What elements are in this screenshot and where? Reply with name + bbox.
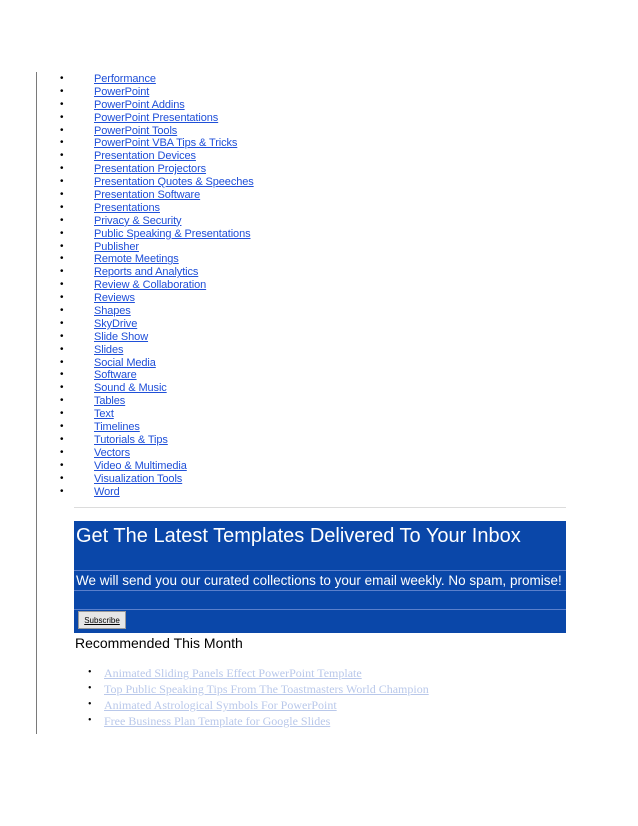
banner-rule	[74, 590, 566, 591]
newsletter-title: Get The Latest Templates Delivered To Your Inbox	[76, 525, 521, 547]
recommended-item	[104, 713, 429, 729]
category-list	[76, 73, 254, 498]
category-item	[76, 125, 254, 138]
category-item	[76, 73, 254, 86]
category-item	[76, 434, 254, 447]
category-link[interactable]: Video & Multimedia	[94, 459, 187, 472]
category-link[interactable]: PowerPoint Addins	[94, 98, 185, 111]
category-item	[76, 395, 254, 408]
category-item	[76, 99, 254, 112]
category-item	[76, 215, 254, 228]
category-link[interactable]: Tables	[94, 395, 126, 408]
category-link[interactable]: Presentation Projectors	[94, 163, 207, 176]
category-link[interactable]: Sound & Music	[94, 382, 167, 395]
category-link[interactable]: Presentations	[94, 201, 160, 214]
category-link[interactable]: Vectors	[94, 446, 130, 459]
left-margin-rule	[36, 72, 37, 734]
category-item	[76, 228, 254, 241]
category-link[interactable]: Slide Show	[94, 330, 149, 343]
category-item	[76, 460, 254, 473]
category-link[interactable]: PowerPoint Presentations	[94, 111, 219, 124]
category-item	[76, 357, 254, 370]
recommended-list	[104, 665, 429, 729]
category-link[interactable]: Software	[94, 369, 137, 382]
category-link[interactable]: PowerPoint VBA Tips & Tricks	[94, 137, 238, 150]
category-item	[76, 137, 254, 150]
category-item	[76, 150, 254, 163]
category-item	[76, 344, 254, 357]
category-link[interactable]: Review & Collaboration	[94, 279, 207, 292]
category-item	[76, 292, 254, 305]
recommended-item	[104, 681, 429, 697]
newsletter-description: We will send you our curated collections to your email weekly. No spam, promise!	[76, 573, 562, 588]
recommended-link[interactable]: Free Business Plan Template for Google Slides	[104, 714, 331, 728]
recommended-item	[104, 665, 429, 681]
category-link[interactable]: PowerPoint	[94, 85, 150, 98]
category-link[interactable]: Timelines	[94, 421, 140, 434]
category-link[interactable]: Public Speaking & Presentations	[94, 227, 251, 240]
category-item	[76, 189, 254, 202]
category-link[interactable]: Reports and Analytics	[94, 266, 199, 279]
section-divider	[74, 507, 566, 508]
category-link[interactable]: Slides	[94, 343, 124, 356]
category-link[interactable]: Publisher	[94, 240, 139, 253]
category-item	[76, 318, 254, 331]
category-link[interactable]: SkyDrive	[94, 317, 138, 330]
newsletter-banner	[74, 521, 566, 633]
recommended-link[interactable]: Animated Astrological Symbols For PowerPoint	[104, 698, 337, 712]
recommended-title: Recommended This Month	[75, 635, 243, 651]
category-link[interactable]: Reviews	[94, 292, 135, 305]
category-link[interactable]: PowerPoint Tools	[94, 124, 178, 137]
category-item	[76, 241, 254, 254]
category-link[interactable]: Social Media	[94, 356, 156, 369]
category-item	[76, 331, 254, 344]
category-item	[76, 176, 254, 189]
recommended-link[interactable]: Animated Sliding Panels Effect PowerPoint Template	[104, 666, 362, 680]
category-item	[76, 473, 254, 486]
category-item	[76, 253, 254, 266]
category-item	[76, 86, 254, 99]
category-item	[76, 305, 254, 318]
category-item	[76, 163, 254, 176]
category-link[interactable]: Tutorials & Tips	[94, 433, 168, 446]
category-link[interactable]: Privacy & Security	[94, 214, 182, 227]
category-link[interactable]: Presentation Devices	[94, 150, 196, 163]
category-link[interactable]: Remote Meetings	[94, 253, 179, 266]
banner-rule	[74, 609, 566, 610]
category-item	[76, 447, 254, 460]
category-item	[76, 279, 254, 292]
category-item	[76, 112, 254, 125]
category-link[interactable]: Presentation Software	[94, 189, 201, 202]
category-item	[76, 382, 254, 395]
category-link[interactable]: Performance	[94, 73, 156, 85]
recommended-item	[104, 697, 429, 713]
category-link[interactable]: Visualization Tools	[94, 472, 183, 485]
category-item	[76, 421, 254, 434]
category-link[interactable]: Word	[94, 485, 120, 498]
subscribe-button[interactable]: Subscribe	[78, 611, 126, 629]
category-item	[76, 202, 254, 215]
category-item	[76, 369, 254, 382]
category-link[interactable]: Presentation Quotes & Speeches	[94, 176, 254, 189]
category-item	[76, 486, 254, 499]
category-link[interactable]: Text	[94, 408, 114, 421]
category-item	[76, 266, 254, 279]
recommended-link[interactable]: Top Public Speaking Tips From The Toastmasters World Champion	[104, 682, 429, 696]
category-item	[76, 408, 254, 421]
category-link[interactable]: Shapes	[94, 305, 131, 318]
